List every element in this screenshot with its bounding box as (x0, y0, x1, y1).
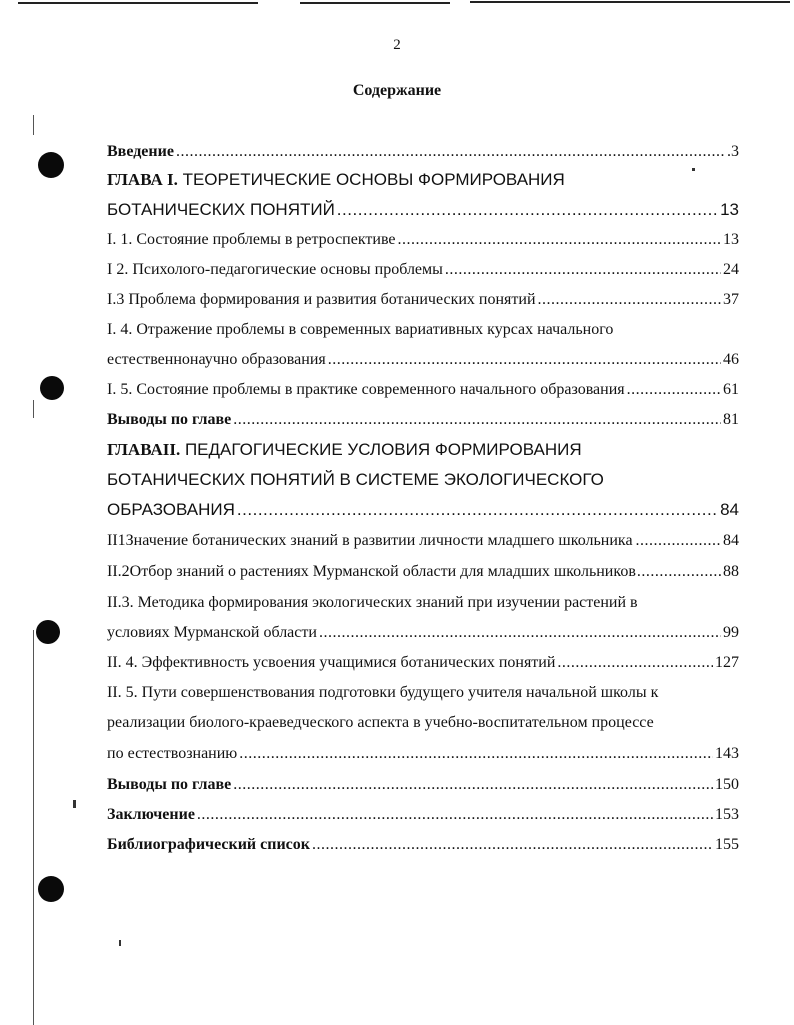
toc-section-1-1[interactable] (107, 229, 739, 251)
toc-section-1-5[interactable] (107, 379, 739, 401)
toc-bibliography[interactable] (107, 834, 739, 856)
toc-chapter-2-heading-end[interactable] (107, 499, 739, 521)
toc-chapter-2-conclusions[interactable] (107, 774, 739, 796)
toc-entry-page: 13 (720, 200, 739, 219)
toc-conclusion[interactable] (107, 804, 739, 826)
toc-entry-page: 155 (715, 836, 739, 853)
punch-hole (40, 376, 64, 400)
toc-chapter-2-heading-cont[interactable] (107, 469, 739, 491)
toc-entry-label: II1Значение ботанических знаний в развитии личности младшего школьника (107, 532, 633, 549)
toc-entry-label: I.3 Проблема формирования и развития ботанических понятий (107, 291, 536, 308)
toc-entry-label: условиях Мурманской области (107, 624, 317, 641)
toc-entry-label: естественнонаучно образования (107, 351, 326, 368)
dot-leader (233, 409, 721, 431)
punch-hole (38, 876, 64, 902)
chapter-prefix: ГЛАВА I. (107, 170, 178, 189)
dot-leader (445, 259, 721, 281)
toc-entry-label: Введение (107, 143, 174, 160)
toc-entry-label: по естествознанию (107, 745, 238, 762)
toc-entry-introduction[interactable] (107, 141, 739, 163)
toc-entry-page: 127 (715, 654, 739, 671)
dot-leader (328, 349, 721, 371)
toc-entry-label: I. 5. Состояние проблемы в практике современного начального образования (107, 381, 625, 398)
dot-leader (398, 229, 721, 251)
scan-speck (119, 940, 121, 946)
chapter-title: ПЕДАГОГИЧЕСКИЕ УСЛОВИЯ ФОРМИРОВАНИЯ (180, 440, 582, 459)
toc-section-1-3[interactable] (107, 289, 739, 311)
dot-leader (337, 199, 718, 221)
toc-section-1-4-cont[interactable] (107, 349, 739, 371)
toc-section-2-4[interactable] (107, 652, 739, 674)
toc-chapter-1-heading[interactable] (107, 169, 739, 191)
toc-entry-label: ОБРАЗОВАНИЯ (107, 500, 235, 519)
toc-entry-page: 84 (720, 500, 739, 519)
scan-speck (73, 800, 76, 808)
toc-entry-label: II. 5. Пути совершенствования подготовки будущего учителя начальной школы к (107, 684, 659, 701)
dot-leader (636, 530, 720, 552)
dot-leader (239, 743, 713, 765)
toc-entry-page: 24 (723, 261, 739, 278)
dot-leader (176, 141, 725, 163)
page-title: Содержание (352, 82, 442, 99)
dot-leader (197, 804, 713, 826)
toc-entry-page: 143 (715, 745, 739, 762)
toc-entry-label: Заключение (107, 806, 195, 823)
dot-leader (237, 499, 718, 521)
toc-section-2-5[interactable] (107, 682, 739, 704)
toc-entry-page: 88 (723, 563, 739, 580)
toc-entry-page: .3 (727, 143, 739, 160)
toc-entry-label: II.2Отбор знаний о растениях Мурманской области для младших школьников (107, 563, 636, 580)
toc-entry-label: БОТАНИЧЕСКИХ ПОНЯТИЙ В СИСТЕМЕ ЭКОЛОГИЧЕСКОГО (107, 470, 604, 489)
toc-entry-label: БОТАНИЧЕСКИХ ПОНЯТИЙ (107, 200, 335, 219)
dot-leader (627, 379, 721, 401)
dot-leader (319, 622, 721, 644)
punch-hole (36, 620, 60, 644)
toc-entry-label: II. 4. Эффективность усвоения учащимися ботанических понятий (107, 654, 556, 671)
toc-entry-page: 99 (723, 624, 739, 641)
toc-entry-label: реализации биолого-краеведческого аспекта в учебно-воспитательном процессе (107, 714, 654, 731)
toc-section-1-4[interactable] (107, 319, 739, 341)
toc-section-2-3[interactable] (107, 592, 739, 614)
scan-edge-left (33, 630, 34, 1025)
toc-entry-label: I. 4. Отражение проблемы в современных вариативных курсах начального (107, 321, 614, 338)
toc-section-1-2[interactable] (107, 259, 739, 281)
toc-section-2-5-end[interactable] (107, 743, 739, 765)
toc-entry-page: 13 (723, 231, 739, 248)
toc-entry-page: 150 (715, 776, 739, 793)
scan-edge-top (0, 0, 794, 10)
toc-entry-page: 37 (723, 291, 739, 308)
scan-edge-left (33, 115, 34, 135)
toc-entry-label: Выводы по главе (107, 411, 232, 428)
toc-chapter-1-heading-cont[interactable] (107, 199, 739, 221)
toc-entry-label: Библиографический список (107, 836, 310, 853)
toc-chapter-1-conclusions[interactable] (107, 409, 739, 431)
toc-chapter-2-heading[interactable] (107, 439, 739, 461)
toc-entry-label: Выводы по главе (107, 776, 232, 793)
toc-entry-page: 81 (723, 411, 739, 428)
dot-leader (557, 652, 713, 674)
punch-hole (38, 152, 64, 178)
scan-edge-left (33, 400, 34, 418)
dot-leader (637, 561, 722, 583)
dot-leader (538, 289, 721, 311)
toc-section-2-1[interactable] (107, 530, 739, 552)
toc-entry-label: I 2. Психолого-педагогические основы проблемы (107, 261, 443, 278)
dot-leader (233, 774, 713, 796)
toc-entry-page: 84 (723, 532, 739, 549)
page-number: 2 (393, 37, 401, 53)
toc-entry-label: I. 1. Состояние проблемы в ретроспективе (107, 231, 396, 248)
toc-section-2-2[interactable] (107, 561, 739, 583)
toc-entry-page: 61 (723, 381, 739, 398)
toc-entry-page: 153 (715, 806, 739, 823)
toc-section-2-3-cont[interactable] (107, 622, 739, 644)
toc-section-2-5-cont[interactable] (107, 712, 739, 734)
dot-leader (312, 834, 713, 856)
chapter-prefix: ГЛАВАII. (107, 440, 181, 459)
chapter-title: ТЕОРЕТИЧЕСКИЕ ОСНОВЫ ФОРМИРОВАНИЯ (177, 170, 565, 189)
toc-entry-page: 46 (723, 351, 739, 368)
toc-entry-label: II.3. Методика формирования экологических знаний при изучении растений в (107, 594, 638, 611)
